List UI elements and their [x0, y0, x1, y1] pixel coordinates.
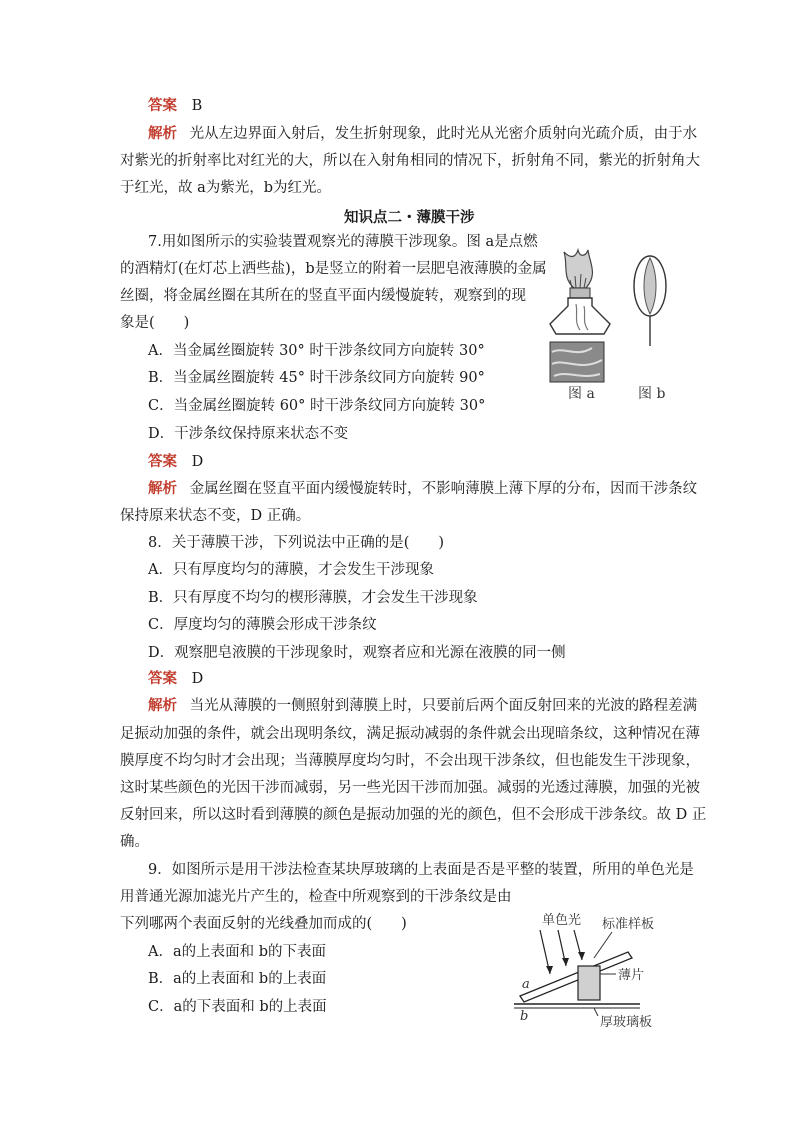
answer-tag: 答案: [148, 98, 177, 114]
q9-stem-line-2: 用普通光源加滤光片产生的，检查中所观察到的干涉条纹是由: [120, 889, 512, 905]
q7-analysis-line-1: 解析 金属丝圈在竖直平面内缓慢旋转时，不影响薄膜上薄下厚的分布，因而干涉条纹: [148, 481, 698, 497]
section-title: 知识点二・薄膜干涉: [344, 210, 475, 226]
surface-b-label: b: [520, 1009, 529, 1024]
thin-sheet: [578, 966, 600, 1000]
q6-analysis-line-3: 于红光，故 a为紫光，b为红光。: [120, 180, 332, 196]
q9-stem-line-3: 下列哪两个表面反射的光线叠加而成的( ): [120, 916, 407, 932]
q9-figure: [508, 908, 680, 1034]
q7-option-c: C．当金属丝圈旋转 60° 时干涉条纹同方向旋转 30°: [148, 398, 486, 414]
q8-option-b: B．只有厚度不均匀的楔形薄膜，才会发生干涉现象: [148, 590, 478, 606]
q8-option-a: A．只有厚度均匀的薄膜，才会发生干涉现象: [148, 562, 434, 578]
q8-analysis-line-5: 反射回来，所以这时看到薄膜的颜色是振动加强的光的颜色，但不会形成干涉条纹。故 D 正: [120, 807, 707, 823]
analysis-tag: 解析: [148, 481, 177, 497]
q7-analysis-line-2: 保持原来状态不变，D 正确。: [120, 508, 311, 524]
q8-analysis-line-1: 解析 当光从薄膜的一侧照射到薄膜上时，只要前后两个面反射回来的光波的路程差满: [148, 698, 698, 714]
answer-value: D: [191, 454, 204, 470]
q7-stem-line-1: 7.用如图所示的实验装置观察光的薄膜干涉现象。图 a是点燃: [148, 234, 538, 250]
q7-option-d: D．干涉条纹保持原来状态不变: [148, 426, 349, 442]
q7-figure: [540, 248, 680, 406]
thick-glass-label: 厚玻璃板: [600, 1015, 653, 1030]
q8-stem: 8．关于薄膜干涉，下列说法中正确的是( ): [148, 535, 445, 551]
monochromatic-light-label: 单色光: [542, 913, 582, 928]
alcohol-lamp-illustration: [550, 250, 610, 382]
q7-option-b: B．当金属丝圈旋转 45° 时干涉条纹同方向旋转 90°: [148, 370, 485, 386]
q8-analysis-line-6: 确。: [120, 834, 149, 850]
q7-option-a: A．当金属丝圈旋转 30° 时干涉条纹同方向旋转 30°: [148, 343, 485, 359]
q8-analysis-line-2: 足振动加强的条件，就会出现明条纹，满足振动减弱的条件就会出现暗条纹，这种情况在薄: [120, 726, 700, 742]
standard-sample-plate: [520, 952, 632, 1002]
q8-answer: [148, 669, 203, 689]
q6-analysis-line-1: 解析 光从左边界面入射后，发生折射现象，此时光从光密介质射向光疏介质，由于水: [148, 126, 698, 142]
answer-tag: 答案: [148, 671, 177, 687]
answer-value: D: [191, 671, 204, 687]
q7-answer: [148, 452, 203, 472]
q6-analysis-line-2: 对紫光的折射率比对红光的大，所以在入射角相同的情况下，折射角不同，紫光的折射角大: [120, 153, 700, 169]
thin-sheet-label: 薄片: [618, 968, 645, 983]
q8-analysis-line-4: 这时某些颜色的光因干涉而减弱，另一些光因干涉而加强。减弱的光透过薄膜，加强的光被: [120, 780, 700, 796]
analysis-tag: 解析: [148, 698, 177, 714]
q9-option-b: B．a的上表面和 b的上表面: [148, 971, 327, 987]
answer-tag: 答案: [148, 454, 177, 470]
analysis-tag: 解析: [148, 126, 177, 142]
answer-value: B: [191, 98, 203, 114]
q9-option-a: A．a的上表面和 b的下表面: [148, 944, 327, 960]
standard-sample-label: 标准样板: [602, 917, 655, 932]
q9-stem-line-1: 9．如图所示是用干涉法检查某块厚玻璃的上表面是否是平整的装置，所用的单色光是: [148, 862, 694, 878]
q7-stem-line-2: 的酒精灯(在灯芯上洒些盐)，b是竖立的附着一层肥皂液薄膜的金属: [120, 261, 547, 277]
figure-a-label: 图 a: [568, 386, 595, 402]
q7-stem-line-4: 象是( ): [120, 315, 190, 331]
q8-analysis-line-3: 膜厚度不均匀时才会出现；当薄膜厚度均匀时，不会出现干涉条纹，但也能发生干涉现象，: [120, 753, 700, 769]
q8-option-d: D．观察肥皂液膜的干涉现象时，观察者应和光源在液膜的同一侧: [148, 645, 566, 661]
wire-loop-illustration: [634, 256, 666, 346]
standard-sample-pointer: [594, 932, 612, 958]
surface-a-label: a: [522, 977, 530, 992]
figure-b-label: 图 b: [638, 386, 666, 402]
q7-stem-line-3: 丝圈，将金属丝圈在其所在的竖直平面内缓慢旋转，观察到的现: [120, 288, 526, 304]
q8-option-c: C．厚度均匀的薄膜会形成干涉条纹: [148, 617, 377, 633]
q6-answer: [148, 96, 202, 116]
q9-option-c: C．a的下表面和 b的上表面: [148, 999, 327, 1015]
